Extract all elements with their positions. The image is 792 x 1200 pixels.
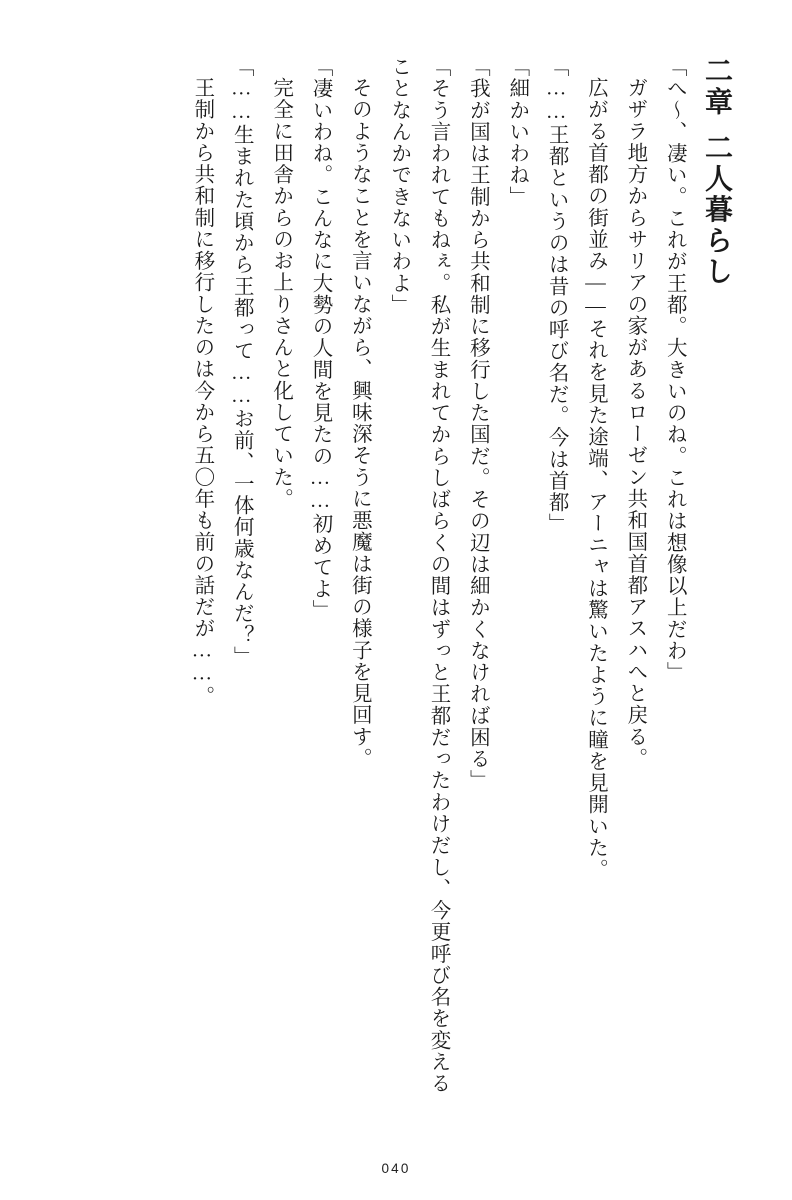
paragraph: 「……生まれた頃から王都って……お前、一体何歳なんだ？」 [230,56,253,668]
vertical-text-body [98,56,738,1112]
paragraph: ガザラ地方からサリアの家があるローゼン共和国首都アスハへと戻る。 [623,76,646,769]
paragraph: 「……王都というのは昔の呼び名だ。今は首都」 [545,56,568,535]
paragraph: 「凄いわね。こんなに大勢の人間を見たの……初めてよ」 [308,56,331,622]
chapter-heading [693,56,738,1112]
chapter-number: 二章 [701,56,732,118]
page-number: 040 [381,1161,411,1176]
chapter-title: 二人暮らし [701,133,732,287]
paragraph: 「細かいわね」 [505,56,528,208]
paragraph: そのようなことを言いながら、興味深そうに悪魔は街の様子を見回す。 [348,76,371,769]
paragraph: 広がる首都の街並み――それを見た途端、アーニャは驚いたように瞳を見開いた。 [584,76,607,880]
paragraph: 完全に田舎からのお上りさんと化していた。 [269,76,292,510]
paragraph: 王制から共和制に移行したのは今から五〇年も前の話だが……。 [190,76,213,707]
paragraph: 「へ～、凄い。これが王都。大きいのね。これは想像以上だわ」 [663,56,686,684]
paragraph: 「我が国は王制から共和制に移行した国だ。その辺は細かくなければ困る」 [466,56,489,792]
paragraph: 「そう言われてもねぇ。私が生まれてからしばらくの間はずっと王都だったわけだし、今更呼び名を変えることなんかできないわよ」 [387,56,450,1095]
